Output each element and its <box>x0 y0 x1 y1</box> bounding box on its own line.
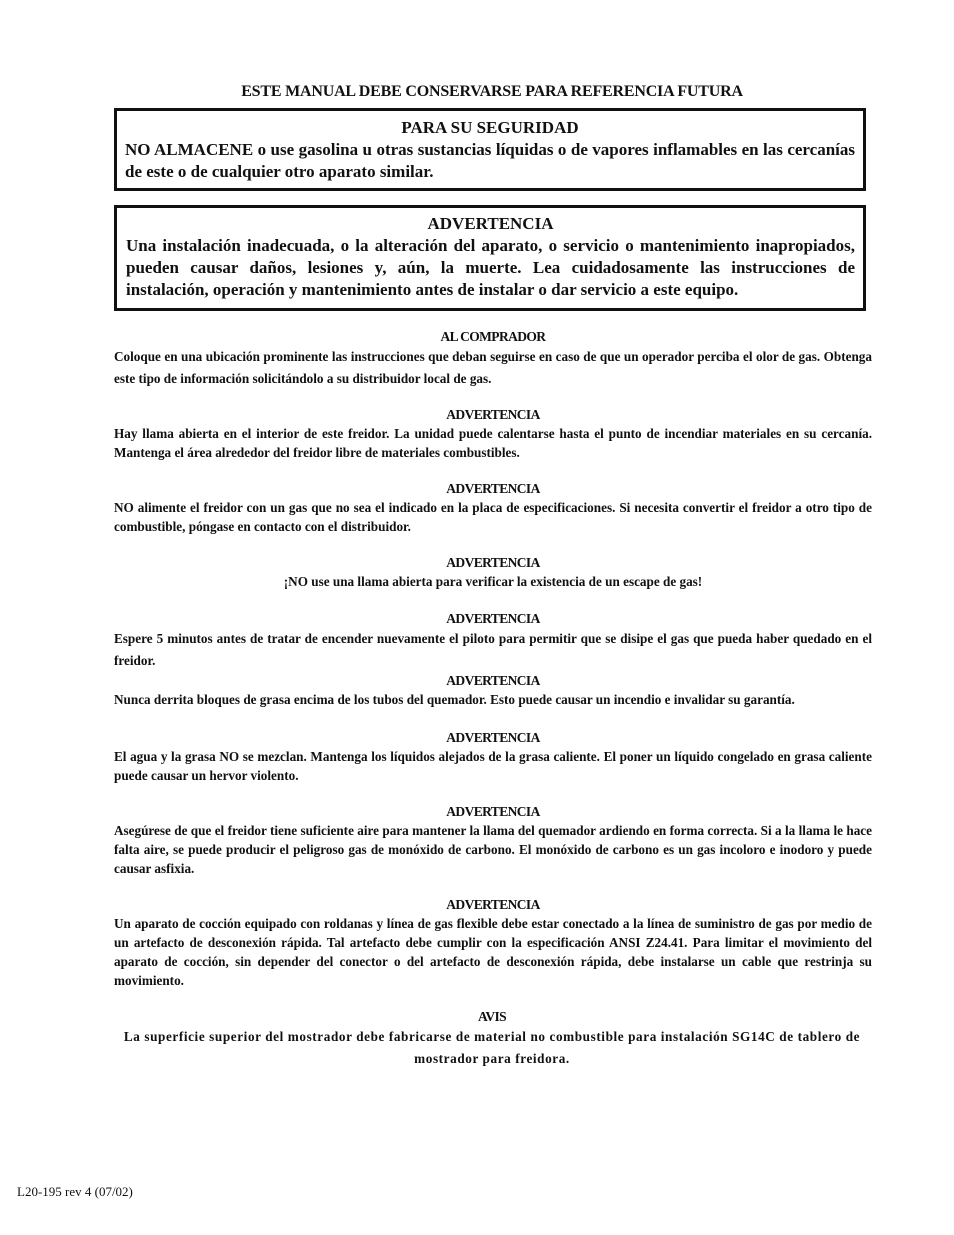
notice-pilot-wait <box>114 610 872 672</box>
notice-body: Coloque en una ubicación prominente las instrucciones que deban seguirse en caso de que un operador perciba el olor de gas. Obtenga este tipo de información solicitándolo a su distribuidor local de gas. <box>114 349 872 386</box>
notice-body: Asegúrese de que el freidor tiene suficiente aire para mantener la llama del quemador ardiendo en forma correcta. Si a la llama le hace falta aire, se puede producir el peligroso gas de monóxido de carbono. El monóxido de carbono es un gas incoloro e inodoro y puede causar asfixia. <box>114 823 872 876</box>
notice-title: ADVERTENCIA <box>446 730 540 745</box>
notice-title: ADVERTENCIA <box>446 611 540 626</box>
notice-avis <box>118 1008 866 1070</box>
notice-body: Nunca derrita bloques de grasa encima de los tubos del quemador. Esto puede causar un incendio e invalidar su garantía. <box>114 692 795 707</box>
notice-title: ADVERTENCIA <box>446 673 540 688</box>
warning-box-body: Una instalación inadecuada, o la alteración del aparato, o servicio o mantenimiento inapropiados, pueden causar daños, lesiones y, aún, la muerte. Lea cuidadosamente las instrucciones de instalación, operación y mantenimiento antes de instalar o dar servicio a este equipo. <box>126 236 855 299</box>
notice-title: ADVERTENCIA <box>446 407 540 422</box>
notice-body: Hay llama abierta en el interior de este freidor. La unidad puede calentarse hasta el punto de incendiar materiales en su cercanía. Mantenga el área alrededor del freidor libre de materiales combustibles. <box>114 426 872 460</box>
warning-box-title: ADVERTENCIA <box>427 214 554 233</box>
warning-box <box>114 205 866 311</box>
notice-body: El agua y la grasa NO se mezclan. Mantenga los líquidos alejados de la grasa caliente. El poner un líquido congelado en grasa caliente puede causar un hervor violento. <box>114 749 872 783</box>
notice-title: ADVERTENCIA <box>446 804 540 819</box>
notice-open-flame <box>114 406 872 462</box>
notice-title: AL COMPRADOR <box>440 329 546 344</box>
notice-body: ¡NO use una llama abierta para verificar la existencia de un escape de gas! <box>283 574 703 589</box>
notice-gas-leak <box>114 554 872 591</box>
manual-header: ESTE MANUAL DEBE CONSERVARSE PARA REFERENCIA FUTURA <box>241 83 743 100</box>
safety-box <box>114 108 866 191</box>
notice-casters <box>114 896 872 990</box>
safety-box-body: NO ALMACENE o use gasolina u otras sustancias líquidas o de vapores inflamables en las cercanías de este o de cualquier otro aparato similar. <box>125 140 855 181</box>
notice-grease-blocks <box>114 672 872 709</box>
notice-water-grease <box>114 729 872 785</box>
notice-body: NO alimente el freidor con un gas que no sea el indicado en la placa de especificaciones. Si necesita convertir el freidor a otro tipo de combustible, póngase en contacto con el distribuidor. <box>114 500 872 534</box>
document-number: L20-195 rev 4 (07/02) <box>17 1184 133 1199</box>
safety-box-title: PARA SU SEGURIDAD <box>401 118 579 137</box>
notice-body: La superficie superior del mostrador debe fabricarse de material no combustible para instalación SG14C de tablero de mostrador para freidora. <box>123 1029 861 1066</box>
notice-body: Espere 5 minutos antes de tratar de encender nuevamente el piloto para permitir que se disipe el gas que pueda haber quedado en el freidor. <box>114 631 872 668</box>
notice-body: Un aparato de cocción equipado con roldanas y línea de gas flexible debe estar conectado a la línea de suministro de gas por medio de un artefacto de desconexión rápida. Tal artefacto debe cumplir con la especificación ANSI Z24.41. Para limitar el movimiento del aparato de cocción, sin depender del conector o del artefacto de desconexión rápida, debe instalarse un cable que restrinja su movimiento. <box>114 916 872 988</box>
notice-title: ADVERTENCIA <box>446 897 540 912</box>
notice-air-supply <box>114 803 872 878</box>
notice-title: ADVERTENCIA <box>446 481 540 496</box>
notice-title: ADVERTENCIA <box>446 555 540 570</box>
notice-title: AVIS <box>477 1009 507 1024</box>
notice-purchaser <box>114 328 872 390</box>
notice-gas-type <box>114 480 872 536</box>
